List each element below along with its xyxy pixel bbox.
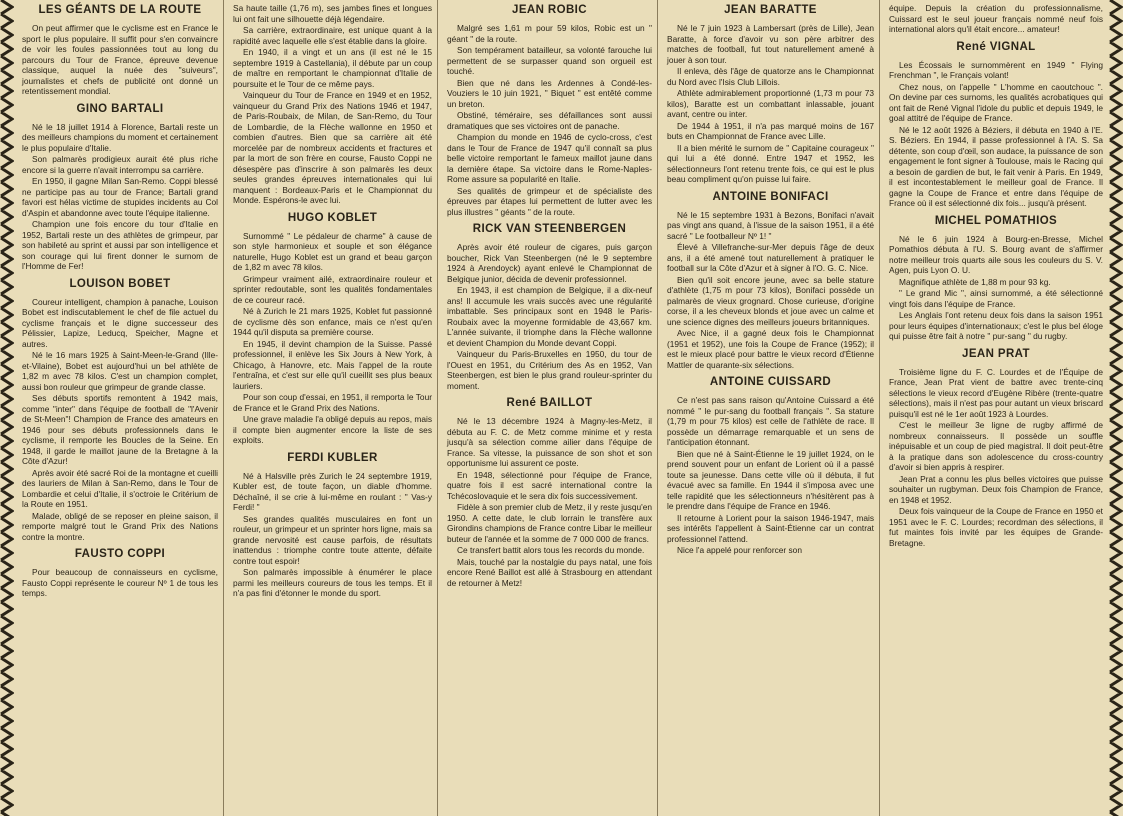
article-paragraph: Né le 13 décembre 1924 à Magny-les-Metz, il débuta au F. C. de Metz comme minime et y resta jusqu'à sa sélection comme ailier dans l'équipe de France. Sa vitesse, la puissance de son shot et son opportunisme lui assurent ce poste.: [447, 416, 652, 468]
article-paragraph: Athlète admirablement proportionné (1,73 m pour 73 kilos), Baratte est un combattant inlassable, jouant avant, centre ou inter.: [667, 88, 874, 119]
article-paragraph: En 1950, il gagne Milan San-Remo. Coppi blessé ne participe pas au tour de France; Bartali grand favori est hélas victime de stupides incidents au Col d'Aspin et abandonne avec toute l'équipe italienne.: [22, 176, 218, 218]
column-5: [885, 0, 1105, 816]
article-paragraph: Surnommé " Le pédaleur de charme" à cause de son style harmonieux et souple et son élégance naturelle, Hugo Koblet est un grand et beau garçon de 1,82 m avec 78 kilos.: [233, 230, 432, 272]
article-paragraph: En 1945, il devint champion de la Suisse. Passé professionnel, il enlève les Six Jours à New York, à Chicago, à Hanovre, etc. Mais l'appel de la route l'entraîna, et c'est sur elle qu'il cueillit ses plus beaux lauriers.: [233, 338, 432, 391]
article-paragraph: Né le 18 juillet 1914 à Florence, Bartali reste un des meilleurs champions du moment et certainement le plus populaire d'Italie.: [22, 121, 218, 153]
article-paragraph: Champion du monde en 1946 de cyclo-cross, c'est dans le Tour de France de 1947 qu'il connaît sa plus belle victoire remportant le fameux maillot jaune dans la dernière étape. Sa victoire dans le Rome-Naples-Rome assure sa popularité en Italie.: [447, 132, 652, 184]
article-paragraph: En 1943, il est champion de Belgique, il a dix-neuf ans! Il accumule les vrais succès avec une régularité imbattable. Ses principaux sont en 1948 le Paris-Roubaix avec la moyenne formidable de 43,667 km. L'année suivante, il triomphe dans la Flèche wallonne et devient Champion du Monde devant Coppi.: [447, 285, 652, 348]
article-paragraph: Ses grandes qualités musculaires en font un rouleur, un grimpeur et un sprinter hors ligne, mais sa grande nervosité est cause parfois, de résultats inattendus : triomphe contre toute attente, défaite contre tout espoir!: [233, 513, 432, 566]
section-title: ANTOINE CUISSARD: [709, 376, 832, 388]
article-paragraph: Vainqueur du Tour de France en 1949 et en 1952, vainqueur du Grand Prix des Nations 1946 et 1947, de Paris-Roubaix, de Milan, de San-Remo, du Tour de Lombardie, de la Flèche wallonne en 1950 et combien d'autres. Bien que sa carrière ait été morcelée par de nombreux accidents et fractures et par la mort de son frère en course, Fausto Coppi ne désespère pas d'inscrire à son palmarès les deux seules grandes épreuves internationales qui lui manquent : Bordeaux-Paris et le Championnat du Monde. Espérons-le avec lui.: [233, 90, 432, 205]
article-paragraph: Il retourne à Lorient pour la saison 1946-1947, mais ses intérêts l'appellent à Saint-Étienne car un contrat professionnel l'attend.: [667, 512, 874, 544]
right-zigzag-border: [1109, 0, 1123, 816]
section-title: RICK VAN STEENBERGEN: [472, 223, 627, 235]
left-zigzag-border: [0, 0, 14, 816]
article-paragraph: Grimpeur vraiment ailé, extraordinaire rouleur et sprinter redoutable, sont les qualités fondamentales de ce coureur racé.: [233, 273, 432, 305]
article-paragraph: Jean Prat a connu les plus belles victoires que puisse souhaiter un rugbyman. Deux fois Champion de France, en 1948 et 1952.: [889, 473, 1103, 505]
article-paragraph: Ses débuts sportifs remontent à 1942 mais, comme "inter" dans l'équipe de football de "l'Avenir de St-Meen"! Champion de France des amateurs en 1946 pour ses débuts professionnels dans le cyclisme, il remporte les Boucles de la Seine. En 1948, il garde le maillot jaune de la Bretagne à la Côte d'Azur!: [22, 393, 218, 466]
zigzag-line: [1110, 0, 1121, 816]
article-paragraph: Avec Nice, il a gagné deux fois le Championnat (1951 et 1952), une fois la Coupe de France (1952); il est le mieux placé pour battre le vieux record d'Étienne Mattler de quarante-six sélections.: [667, 328, 874, 370]
article-paragraph: Bien qu'il soit encore jeune, avec sa belle stature d'athlète (1,75 m pour 73 kilos), Bonifaci possède un palmarès de vieux grognard. Chose curieuse, d'origine corse, il a les cheveux blonds et joue avec un calme et une science dignes des meilleurs joueurs britanniques.: [667, 274, 874, 327]
article-paragraph: Malade, obligé de se reposer en pleine saison, il remporte malgré tout le Grand Prix des Nations contre la montre.: [22, 510, 218, 542]
article-paragraph: Coureur intelligent, champion à panache, Louison Bobet est indiscutablement le chef de file actuel du cyclisme français et le digne successeur des Pélissier, Lapize, Leducq, Speicher, Magne et autres.: [22, 296, 218, 349]
column-3: [443, 0, 658, 816]
article-paragraph: Sa carrière, extraordinaire, est unique quant à la rapidité avec laquelle elle s'est établie dans la gloire.: [233, 25, 432, 46]
article-paragraph: En 1940, il a vingt et un ans (il est né le 15 septembre 1919 à Castellania), il débute par un coup de maître en remportant le championnat d'Italie de poursuite et le Tour de ce même pays.: [233, 47, 432, 89]
section-title: ANTOINE BONIFACI: [712, 190, 829, 203]
article-paragraph: Ses qualités de grimpeur et de spécialiste des épreuves par étapes lui permettent de lutter avec les plus illustres " géants " de la route.: [447, 185, 652, 217]
article-paragraph: Né à Zurich le 21 mars 1925, Koblet fut passionné de cyclisme dès son enfance, mais ce n'est qu'en 1944 qu'il disputa sa première course.: [233, 306, 432, 337]
article-paragraph: Magnifique athlète de 1,88 m pour 93 kg.: [899, 276, 1051, 287]
article-paragraph: Né le 7 juin 1923 à Lambersart (près de Lille), Jean Baratte, à force d'avoir vu son père arbitrer des matches de football, fut tout naturellement amené à jouer à son tour.: [667, 23, 874, 65]
section-title: GINO BARTALI: [76, 102, 164, 115]
zigzag-line: [1, 0, 12, 816]
article-paragraph: Malgré ses 1,61 m pour 59 kilos, Robic est un " géant " de la route.: [447, 23, 652, 44]
column-1: [18, 0, 224, 816]
article-paragraph: Élevé à Villefranche-sur-Mer depuis l'âge de deux ans, il a été amené tout naturellement à pratiquer le football sur la Côte d'Azur et à signer à l'O. G. C. Nice.: [667, 242, 874, 273]
article-paragraph: Né le 15 septembre 1931 à Bezons, Bonifaci n'avait pas vingt ans quand, à l'issue de la saison 1951, il a été sacré " Le footballeur Nº 1! ": [667, 209, 874, 241]
article-columns: [18, 0, 1105, 816]
section-title: JEAN ROBIC: [512, 4, 587, 16]
article-paragraph: Après avoir été rouleur de cigares, puis garçon boucher, Rick Van Steenbergen (né le 9 septembre 1924 à Arendoyck) ayant enlevé le Championnat de Belgique junior, décida de devenir professionnel.: [447, 242, 652, 284]
article-paragraph: Pour son coup d'essai, en 1951, il remporta le Tour de France et le Grand Prix des Nations.: [233, 392, 432, 413]
article-paragraph: Les Écossais le surnommèrent en 1949 " Flying Frenchman ", le Français volant!: [889, 59, 1103, 80]
article-paragraph: Bien que né à Saint-Étienne le 19 juillet 1924, on le prend souvent pour un enfant de Lorient où il a passé toute sa jeunesse. Dans cette ville où il débuta, il fut évacué avec sa famille. En 1944 il s'imposa avec une telle rapidité que les sélectionneurs n'hésitèrent pas à le prendre dans l'équipe de France en 1946.: [667, 448, 874, 511]
article-paragraph: Vainqueur du Paris-Bruxelles en 1950, du tour de l'Ouest en 1951, du Critérium des As en 1952, Van Steenbergen, est bien le plus grand rouleur-sprinter du moment.: [447, 349, 652, 391]
article-paragraph: Obstiné, téméraire, ses défaillances sont aussi dramatiques que ses victoires ont de panache.: [447, 110, 652, 131]
article-paragraph: Chez nous, on l'appelle " L'homme en caoutchouc ". On devine par ces surnoms, les qualités acrobatiques qui ont fait de René Vignal l'idole du public et depuis 1949, le goal attitré de l'équipe de France.: [889, 81, 1103, 123]
article-paragraph: Fidèle à son premier club de Metz, il y reste jusqu'en 1950. A cette date, le club lorrain le transfère aux Girondins champions de France contre Libar le meilleur buteur de l'année et la somme de 7 000 000 de francs.: [447, 502, 652, 544]
column-2: [229, 0, 438, 816]
article-paragraph: Il enleva, dès l'âge de quatorze ans le Championnat du Nord avec l'Isis Club Lillois.: [667, 66, 874, 87]
article-paragraph: Né le 16 mars 1925 à Saint-Meen-le-Grand (Ille-et-Vilaine), Bobet est aujourd'hui un bel athlète de 1,82 m avec 78 kilos. C'est un champion complet, aussi bon rouleur que grimpeur de grande classe.: [22, 350, 218, 392]
article-paragraph: Né le 12 août 1926 à Béziers, il débuta en 1940 à l'E. S. Béziers. En 1944, il passe professionnel à l'A. S. Sa détente, son coup d'œil, son audace, la puissance de son engagement le font signer à Toulouse, mais le Racing qui a besoin de gardien de but, le fait venir à Paris. En 1949, il est incontestablement le meilleur goal de France. Il gagne la Coupe de France et entre dans l'équipe de France où il est sélectionné dix fois... jusqu'à présent.: [889, 124, 1103, 208]
article-paragraph: Il a bien mérité le surnom de " Capitaine courageux " qui lui a été donné. Entre 1947 et 1952, les sélectionneurs l'ont retenu trente fois, ce qui est le plus beau compliment qu'on puisse lui faire.: [667, 142, 874, 184]
article-paragraph: Mais, touché par la nostalgie du pays natal, une fois encore René Baillot est allé à Strasbourg en attendant de retourner à Metz!: [447, 556, 652, 588]
article-paragraph: Nice l'a appelé pour renforcer son: [677, 545, 802, 555]
article-paragraph: En 1948, sélectionné pour l'équipe de France, quatre fois il est sacré international contre la Tchécoslovaquie et le sera dix fois successivement.: [447, 469, 652, 501]
article-paragraph: Bien que né dans les Ardennes à Condé-les-Vouziers le 10 juin 1921, " Biquet " est entêté comme un breton.: [447, 77, 652, 109]
section-title: LES GÉANTS DE LA ROUTE: [38, 4, 202, 16]
article-paragraph: C'est le meilleur 3e ligne de rugby affirmé de nombreux connaisseurs. Il possède un souffle inépuisable et un coup de pied magistral. Il doit peut-être à la pratique dans son adolescence du cross-country d'avoir si bien appris à respirer.: [889, 420, 1103, 472]
article-paragraph: Troisième ligne du F. C. Lourdes et de l'Équipe de France, Jean Prat vient de battre avec trente-cinq sélections le vieux record d'Eugène Ribère (trente-quatre sélections), mais il n'est pas pour autant un vieux briscard puisqu'il est né le 1er août 1923 à Lourdes.: [889, 366, 1103, 419]
article-paragraph: Pour beaucoup de connaisseurs en cyclisme, Fausto Coppi représente le coureur Nº 1 de tous les temps.: [22, 567, 218, 598]
article-paragraph: On peut affirmer que le cyclisme est en France le sport le plus populaire. Il suffit pour s'en convaincre de voir les foules passionnées tout au long du parcours du Tour de France, épreuve devenue classique, auquel la nuée des "suiveurs", journalistes et chefs de publicité ont donné un retentissement mondial.: [22, 23, 218, 96]
article-paragraph: De 1944 à 1951, il n'a pas marqué moins de 167 buts en Championnat de France avec Lille.: [667, 120, 874, 141]
article-paragraph: Né le 6 juin 1924 à Bourg-en-Bresse, Michel Pomathios débuta à l'U. S. Bourg avant de s'affirmer notre meilleur trois quarts aile sous les couleurs du S. V. Agen, puis Lyon O. U.: [889, 233, 1103, 275]
article-paragraph: " Le grand Mic ", ainsi surnommé, a été sélectionné vingt fois dans l'équipe de France.: [889, 288, 1103, 309]
article-paragraph: Sa haute taille (1,76 m), ses jambes fines et longues lui ont fait une silhouette déjà légendaire.: [233, 3, 432, 24]
article-paragraph: Son palmarès impossible à énumérer le place parmi les meilleurs coureurs de tous les temps. Et il n'a pas fini d'étonner le monde du sport.: [233, 567, 432, 598]
article-paragraph: Deux fois vainqueur de la Coupe de France en 1950 et 1951 avec le F. C. Lourdes; recordman des sélections, il fut maintes fois invité par les équipes de Grande-Bretagne.: [889, 506, 1103, 548]
section-title: LOUISON BOBET: [69, 277, 171, 290]
column-4: [663, 0, 880, 816]
article-paragraph: équipe. Depuis la création du professionnalisme, Cuissard est le seul joueur français nommé neuf fois international alors qu'il était encore... amateur!: [889, 3, 1103, 34]
article-paragraph: Après avoir été sacré Roi de la montagne et cueilli des lauriers de Milan à San-Remo, dans le Tour de Lombardie et celui d'Italie, il s'octroie le Critérium de la Route en 1951.: [22, 467, 218, 509]
article-paragraph: Son tempérament batailleur, sa volonté farouche lui permettent de se surpasser quand son orgueil est touché.: [447, 45, 652, 76]
section-title: JEAN BARATTE: [724, 4, 817, 16]
article-paragraph: Ce transfert battit alors tous les records du monde.: [457, 545, 645, 555]
article-paragraph: Ce n'est pas sans raison qu'Antoine Cuissard a été nommé " le pur-sang du football français ". Sa stature (1,79 m pour 75 kilos) est celle de l'athlète de race. Il possède un démarrage remarquable et un sens de l'anticipation étonnant.: [667, 395, 874, 447]
article-paragraph: Les Anglais l'ont retenu deux fois dans la saison 1951 pour leurs équipes d'internationaux; c'est le plus bel éloge qui puisse être fait à notre " pur-sang " du rugby.: [889, 310, 1103, 341]
section-title: René BAILLOT: [506, 397, 593, 409]
section-title: JEAN PRAT: [962, 347, 1030, 360]
section-title: René VIGNAL: [956, 40, 1036, 53]
article-paragraph: Une grave maladie l'a obligé depuis au repos, mais il compte bien augmenter encore la liste de ses exploits.: [233, 414, 432, 445]
section-title: MICHEL POMATHIOS: [934, 214, 1058, 227]
article-paragraph: Champion une fois encore du tour d'Italie en 1952, Bartali reste un des athlètes de grimpeur, par son habileté au sprint et aussi par son intelligence et son courage qui lui firent donner le surnom de l'Homme de Fer!: [22, 219, 218, 271]
section-title: FERDI KUBLER: [287, 451, 378, 464]
article-paragraph: Né à Halsville près Zurich le 24 septembre 1919, Kubler est, de toute façon, un diable d'homme. Déchaîné, il se crie à lui-même en roulant : " Vas-y Ferdi! ": [233, 470, 432, 512]
section-title: FAUSTO COPPI: [74, 548, 166, 560]
section-title: HUGO KOBLET: [287, 211, 378, 224]
article-paragraph: Son palmarès prodigieux aurait été plus riche encore si la guerre n'avait interrompu sa carrière.: [22, 154, 218, 175]
